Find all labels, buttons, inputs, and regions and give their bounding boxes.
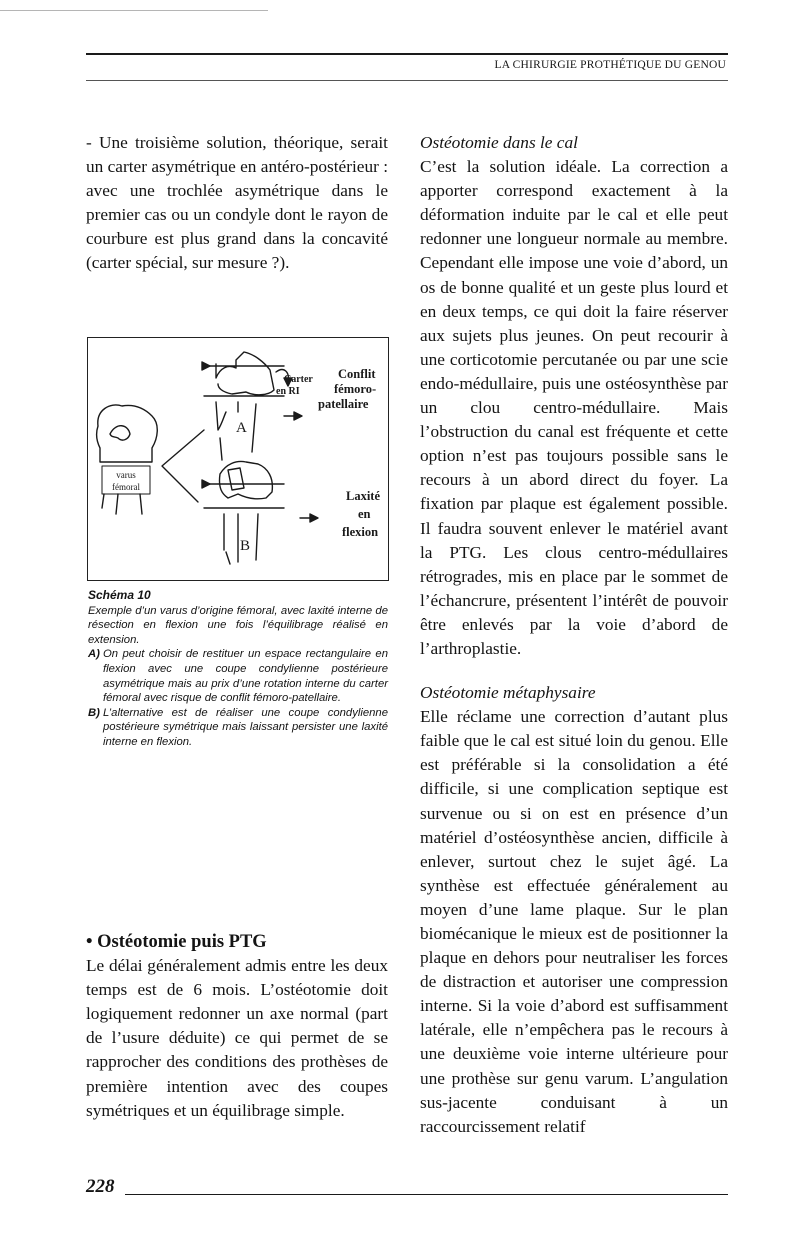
label-femoral: fémoral <box>112 482 140 492</box>
connector-lines <box>162 430 204 502</box>
knee-a-arrowhead-2 <box>202 362 210 370</box>
paragraph-delai: Le délai généralement admis entre les deux temps est de 6 mois. L’ostéotomie doit logiquement redonner un axe normal (part de l’usure déduite) ce qui permet de se rapprocher des conditions des prothèses de première intention avec des coupes symétriques et un équilibrage simple. <box>86 956 388 1120</box>
caption-item-a-marker: A) <box>88 648 100 661</box>
caption-item-b-text: L’alternative est de réaliser une coupe condylienne postérieure symétrique mais laissant persister une laxité interne en flexion. <box>103 706 388 748</box>
footer-rule <box>125 1194 728 1195</box>
label-en: en <box>358 507 371 521</box>
knee-b-femur-detail <box>228 468 244 490</box>
left-femur-outline <box>97 405 158 462</box>
caption-item-a-text: On peut choisir de restituer un espace rectangulaire en flexion avec une coupe condylienne postérieure asymétrique mais au prix d’une rotation interne du carter fémoral avec risque de conflit fémoro-patellaire. <box>103 648 388 705</box>
section-title-osteotomie-ptg: • Ostéotomie puis PTG <box>86 932 267 952</box>
label-femoro: fémoro- <box>334 382 377 396</box>
running-header: LA CHIRURGIE PROTHÉTIQUE DU GENOU <box>494 59 726 71</box>
knee-a-femur <box>204 352 284 396</box>
header-top-rule <box>86 53 728 55</box>
caption-item-b <box>88 706 388 750</box>
knee-diagram <box>88 338 388 580</box>
paragraph-correction: Elle réclame une correction d’autant plus faible que le cal est situé loin du genou. Elle est préférable si la consolidation a été difficile, si une complication septique est survenue ou si on est en présence d’un matériel d’ostéosynthèse ancien, difficile à enlever, surtout chez le sujet âgé. La synthèse est effectuée généralement au moyen d’une lame plaque. Sur le plan biomécanique le mieux est de positionner la plaque en dehors pour neutraliser les forces de distraction et autoriser une compression interne. Si la voie d’abord est suffisamment latérale, elle n’empêchera pas le recours à une deuxième voie interne ultérieure pour une prothèse sur genu varum. L’angulation sus-jacente conduisant à un raccourcissement relatif <box>420 707 728 1136</box>
right-column <box>420 131 728 1139</box>
label-flexion: flexion <box>342 525 379 539</box>
left-tibia-shaft <box>102 494 142 514</box>
page-number: 228 <box>86 1176 115 1197</box>
label-a: A <box>236 420 247 436</box>
paragraph-solution-ideale: C’est la solution idéale. La correction a apporter correspond exactement à la déformation induite par le cal et elle peut redonner une longueur normale au membre. Cependant elle impose une voie d’abord, un os de bonne qualité et un geste plus lourd et en deux temps, ce qui doit la faire réserver aux sujets plus jeunes. On peut recourir à une corticotomie percutanée ou par une scie endo-médullaire, puis une ostéosynthèse par un clou centro-médullaire. Mais l’obstruction du canal est fréquente et cette option n’est pas toujours possible sans le recours à un abord direct du foyer. La fixation par plaque est également possible. Il faudra souvent enlever le matériel avant la PTG. Les clous centro-médullaires rétrogrades, mis en place par le sommet de l’échancrure, présentent l’intérêt de pouvoir être enlevés par la voie d’abord de l’arthroplastie. <box>420 157 728 658</box>
caption-title: Schéma 10 <box>88 588 151 602</box>
paragraph-third-solution: - Une troisième solution, théorique, serait un carter asymétrique en antéro-postérieur : avec une trochlée asymétrique dans le premier cas ou un condyle dont le rayon de courbure est plus grand dans la concavité (carter spécial, sur mesure ?). <box>86 133 388 273</box>
corner-scan-rule <box>0 10 268 11</box>
schema-10-figure <box>87 337 389 581</box>
subhead-osteotomie-cal: Ostéotomie dans le cal <box>420 133 578 152</box>
header-bottom-rule <box>86 80 728 81</box>
caption-item-b-marker: B) <box>88 706 100 719</box>
caption-intro: Exemple d’un varus d’origine fémoral, avec laxité interne de résection en flexion une fois l’équilibrage réalisé en extension. <box>88 604 388 646</box>
figure-caption <box>88 588 388 750</box>
left-column-bottom <box>86 930 388 1123</box>
knee-b-arrowhead <box>202 480 210 488</box>
label-patellaire: patellaire <box>318 397 369 411</box>
left-column-top <box>86 131 388 276</box>
label-en-ri: en RI <box>276 386 300 397</box>
label-b: B <box>240 538 251 554</box>
label-conflit: Conflit <box>338 367 376 381</box>
subhead-osteotomie-metaphysaire: Ostéotomie métaphysaire <box>420 683 596 703</box>
label-laxite: Laxité <box>346 489 381 503</box>
left-femur-notch <box>110 426 130 440</box>
label-carter: Carter <box>284 374 313 385</box>
caption-item-a <box>88 647 388 705</box>
label-varus: varus <box>116 470 136 480</box>
